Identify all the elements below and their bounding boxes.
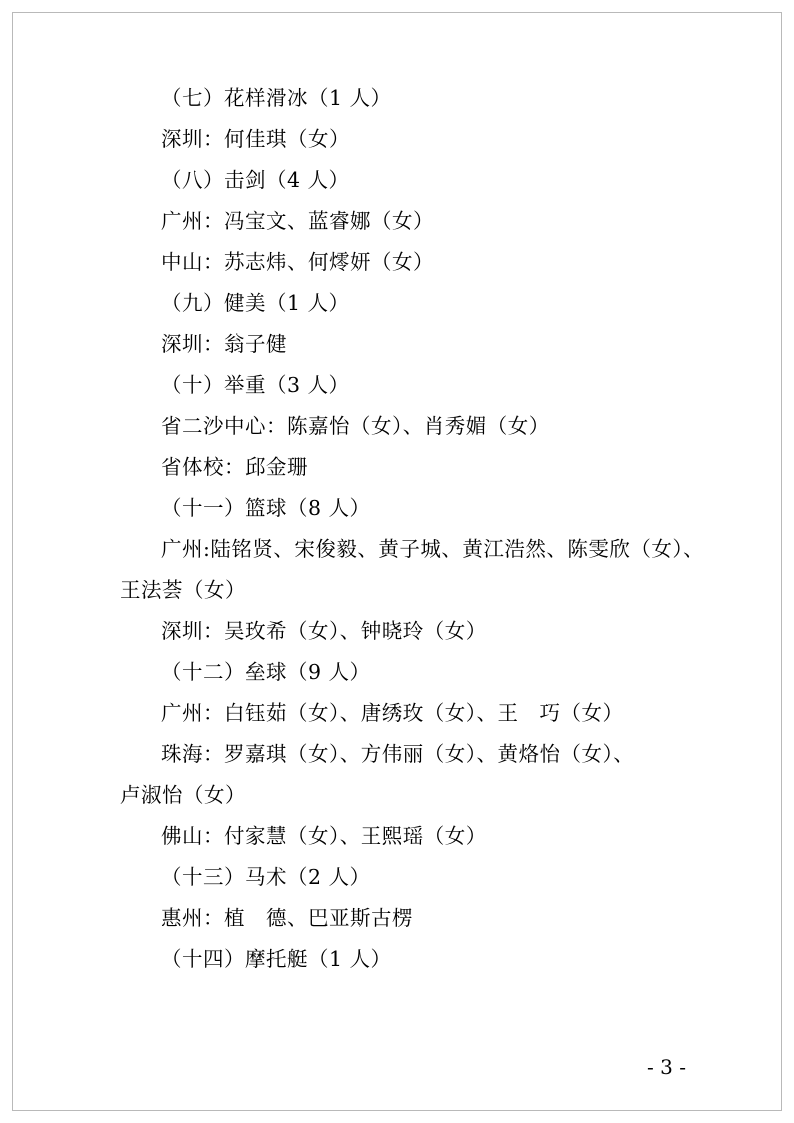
document-line: 广州：冯宝文、蓝睿娜（女） xyxy=(161,209,434,233)
document-line: 卢淑怡（女） xyxy=(120,783,246,807)
document-line: 深圳：翁子健 xyxy=(161,332,287,356)
page-number: - 3 - xyxy=(647,1055,686,1079)
document-line: 省体校：邱金珊 xyxy=(161,455,308,479)
page-footer xyxy=(0,1055,794,1079)
document-line: 王法荟（女） xyxy=(120,578,246,602)
document-line: （七）花样滑冰（1 人） xyxy=(161,86,392,110)
document-line: 佛山：付家慧（女）、王熙瑶（女） xyxy=(161,824,487,848)
document-line: （十四）摩托艇（1 人） xyxy=(161,947,392,971)
document-body xyxy=(120,78,705,980)
document-line: 深圳：何佳琪（女） xyxy=(161,127,350,151)
document-line: （十二）垒球（9 人） xyxy=(161,660,371,684)
document-line: 惠州：植 德、巴亚斯古楞 xyxy=(161,906,413,930)
document-line: 广州:陆铭贤、宋俊毅、黄子城、黄江浩然、陈雯欣（女）、 xyxy=(161,537,705,561)
document-line: （十三）马术（2 人） xyxy=(161,865,371,889)
document-line: （十）举重（3 人） xyxy=(161,373,350,397)
document-line: （十一）篮球（8 人） xyxy=(161,496,371,520)
document-line: 广州：白钰茹（女）、唐绣玫（女）、王 巧（女） xyxy=(161,701,624,725)
document-line: 深圳：吴玫希（女）、钟晓玲（女） xyxy=(161,619,487,643)
document-line: 珠海：罗嘉琪（女）、方伟丽（女）、黄烙怡（女）、 xyxy=(161,742,635,766)
document-line: （八）击剑（4 人） xyxy=(161,168,350,192)
document-line: （九）健美（1 人） xyxy=(161,291,350,315)
document-line: 中山：苏志炜、何燯妍（女） xyxy=(161,250,434,274)
document-line: 省二沙中心：陈嘉怡（女）、肖秀媚（女） xyxy=(161,414,550,438)
